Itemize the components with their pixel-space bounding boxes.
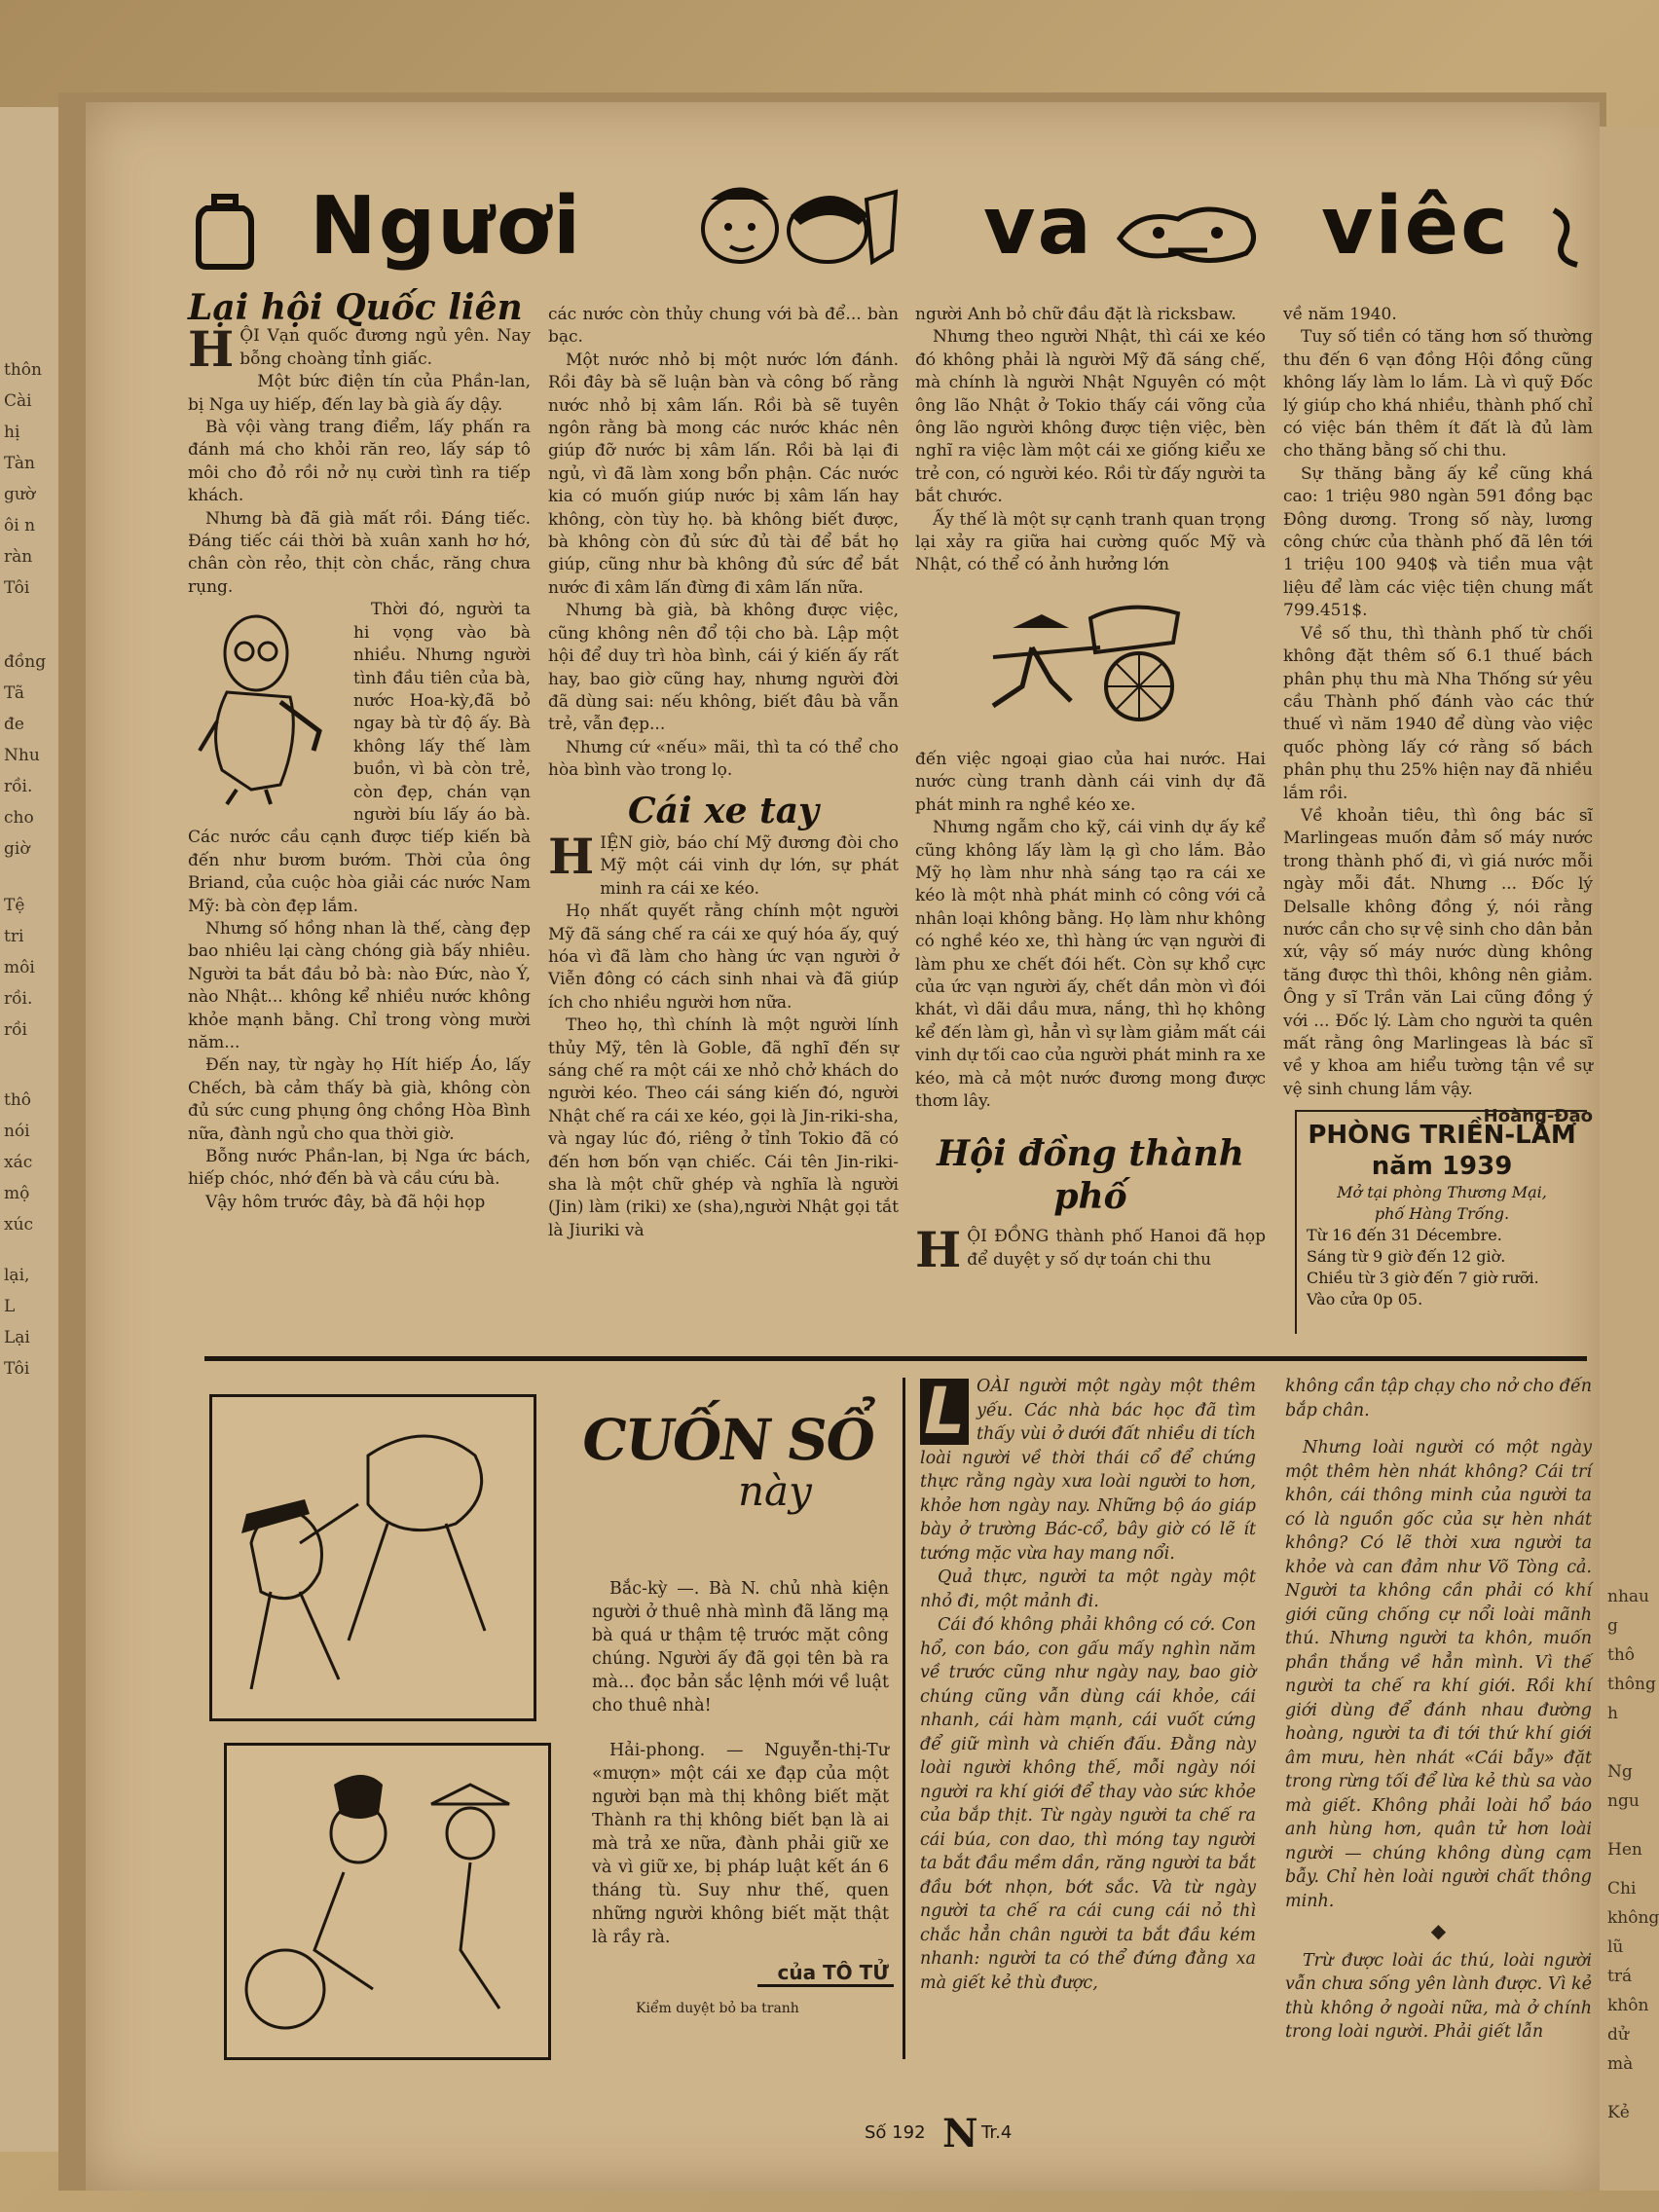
article-loai-nguoi (920, 1375, 1256, 1995)
issue-number: Số 192 (865, 2122, 926, 2143)
paragraph: Quả thực, người ta một ngày một nhỏ đi, một mảnh đi. (920, 1567, 1256, 1611)
column-divider (903, 1378, 905, 2059)
article-lai-hoi-quoc-lien (188, 287, 531, 1214)
bottle-ornament-icon (193, 191, 257, 273)
cuon-so-title-block (577, 1407, 894, 1533)
paragraph: Tuy số tiền có tăng hơn số thường thu đến 6 vạn đồng Hội đồng cũng không lấy làm lo lắm. Là vì quỹ Đốc lý giúp cho khá nhiều, thành phố chỉ có việc bán thêm ít đất là đủ làm cho thăng bằng số chi thu. (1283, 327, 1593, 461)
caricature-animals-icon (1110, 200, 1271, 268)
paragraph: ỘI Vạn quốc đương ngủ yên. Nay bỗng choàng tỉnh giấc. (240, 326, 531, 369)
headline-lai-hoi-quoc-lien: Lại hội Quốc liên (188, 287, 523, 328)
article-column-4 (1283, 304, 1593, 1128)
paragraph: không cần tập chạy cho nở cho đến bắp chân. (1285, 1377, 1592, 1420)
cuon-so-author: của TÔ TỬ (777, 1961, 889, 1984)
left-underlying-page: thôn Cài hị Tàn gườ ôi n ràn Tôi đồng Tã đe Nhu rồi. cho giờ Tệ tri môi rồi. rồi thô nói xác mộ xúc lại, L Lại Tôi (0, 107, 119, 2152)
cartoon-two-men-icon (212, 1397, 534, 1718)
paragraph: Nhưng loài người có một ngày một thêm hèn nhát không? Cái trí khôn, cái thông minh của người ta có là nguồn gốc của sự hèn nhát không? Có lẽ thời xưa người ta khỏe và can đảm như Võ Tòng cả. Người ta không cần phải có khí giới cũng chống cự nổi loài mãnh thú. Nhưng người ta khôn, muốn phần thắng về hẳn mình. Vì thế người ta chế ra khí giới. Rồi khí giới dùng để đánh nhau đường hoàng, người ta đi tới thứ khí giới âm mưu, hèn nhát «Cái bẫy» đặt trong rừng tối để lừa kẻ thù sa vào mà giết. Không phải loài hổ báo anh hùng hơn, quân tử hơn loài người — chúng không dùng cạm bẫy. Chỉ hèn loài người chất thông minh. (1285, 1438, 1592, 1911)
paragraph: Nhưng số hồng nhan là thế, càng đẹp bao nhiêu lại càng chóng già bấy nhiêu. Người ta bắt đầu bỏ bà: nào Đức, nào Ý, nào Nhật... không kể nhiều nước không khỏe mạnh bằng. Chỉ trong vòng mười năm... (188, 918, 531, 1052)
expo-street: phố Hàng Trống. (1374, 1204, 1510, 1223)
page-number: Tr.4 (981, 2122, 1013, 2143)
paragraph: Bà vội vàng trang điểm, lấy phấn ra đánh má cho khỏi răn reo, lấy sáp tô môi cho đỏ rồi nở nụ cười tình ra tiếp khách. (188, 418, 531, 506)
cuon-so-title: CUỐN SỔ (577, 1407, 878, 1473)
paragraph: về năm 1940. (1283, 305, 1397, 324)
expo-morning-hours: Sáng từ 9 giờ đến 12 giờ. (1307, 1247, 1506, 1266)
paragraph: các nước còn thủy chung với bà để... bàn bạc. (548, 305, 899, 348)
caricature-heads-icon (682, 180, 901, 277)
header-word-va: va (983, 180, 1093, 273)
right-underlying-page: nhau g thô thông h Ng ngu Hen Chi không lũ trá khôn dử mà Kẻ (1597, 127, 1659, 2191)
paragraph: Theo họ, thì chính là một người lính thủy Mỹ, tên là Goble, đã nghĩ đến sự sáng chế ra một cái xe nhỏ chở khách do người kéo. Theo cái sáng kiến đó, người Nhật chế ra cái xe kéo, gọi là Jin-riki-sha, và ngay lúc đó, riêng ở tỉnh Tokio đã có đến hơn bốn vạn chiếc. Cái tên Jin-riki-sha là một chữ ghép và nghĩa là người (Jin) làm (riki) xe (sha),người Nhật gọi tắt là Jiuriki và (548, 1015, 899, 1240)
paragraph: đến việc ngoại giao của hai nước. Hai nước cùng tranh dành cái vinh dự đã phát minh ra nghề kéo xe. (915, 749, 1266, 815)
article-column-3 (915, 304, 1266, 1279)
censor-note: Kiểm duyệt bỏ ba tranh (636, 2001, 799, 2016)
paragraph: Về khoản tiêu, thì ông bác sĩ Marlingeas muốn đảm số máy nước trong thành phố đi, vì giá nước mỗi ngày mỗi đắt. Nhưng ... Đốc lý Delsalle không đồng ý, nói rằng nước cần cho sự vệ sinh cho dân bản xứ, vậy số máy nước dùng không tăng được thì thôi, không nên giảm. Ông y sĩ Trần văn Lai cũng đồng ý với ... Đốc lý. Làm cho người ta quên mất rằng ông Marlingeas là bác sĩ về y khoa am hiểu tường tận về sự vệ sinh chung lắm vậy. (1283, 805, 1593, 1099)
paragraph: người Anh bỏ chữ đầu đặt là ricksbaw. (915, 305, 1236, 324)
paragraph: Về số thu, thì thành phố từ chối không đặt thêm số 6.1 thuế bách phân phụ thu mà Nha Thống sứ yêu cầu Thành phố đánh vào các thứ thuế vì năm 1940 để dùng vào việc quốc phòng lấy cớ rằng số bách phân phụ thu 25% hiện nay đã nhiều lắm rồi. (1283, 623, 1593, 803)
article-cuon-so (592, 1577, 889, 2020)
paragraph: Nhưng theo người Nhật, thì cái xe kéo đó không phải là người Mỹ đã sáng chế, mà chính là người Nhật Nguyên có một ông lão Nhật ở Tokio thấy cái võng của ông lão người không được tiện việc, bèn nghĩ ra việc làm một cái xe giống kiểu xe trẻ con, có người kéo. Rồi từ đấy người ta bắt chước. (915, 327, 1266, 507)
dropcap: H (548, 827, 595, 885)
section-divider (204, 1356, 1587, 1361)
paragraph: Trừ được loài ác thú, loài người vẫn chưa sống yên lành được. Vì kẻ thù không ở ngoài nữa, mà ở chính trong loài người. Phải giết lẫn (1285, 1950, 1592, 2042)
paragraph: Bắc-kỳ —. Bà N. chủ nhà kiện người ở thuê nhà mình đã lăng mạ bà quá ư thậm tệ trước mặt công chúng. Người ấy đã gọi tên bà ra mà... đọc bản sắc lệnh mới về luật cho thuê nhà! (592, 1579, 889, 1715)
dropcap: H (915, 1221, 962, 1279)
headline-cai-xe-tay: Cái xe tay (628, 790, 819, 831)
expo-afternoon-hours: Chiều từ 3 giờ đến 7 giờ rưỡi. (1307, 1269, 1539, 1287)
cartoon-panel-bottom (224, 1743, 551, 2060)
exhibition-notice-box (1295, 1110, 1587, 1334)
expo-entry-fee: Vào cửa 0p 05. (1307, 1290, 1423, 1309)
signature-hoang-dao: Hoàng-Đạo (1483, 1106, 1593, 1127)
rickshaw-drawing-icon (974, 589, 1207, 735)
paragraph: Nhưng bà đã già mất rồi. Đáng tiếc. Đáng tiếc cái thời bà xuân xanh hơ hớ, chân còn rẻo, thịt còn chắc, răng chưa rụng. (188, 508, 531, 597)
paragraph: Sự thăng bằng ấy kể cũng khá cao: 1 triệu 980 ngàn 591 đồng bạc Đông dương. Trong số này, lương công chức của thành phố đã lên tới 1 triệu 100 940$ và tiền mua vật liệu để làm các việc tiện chung mất 799.451$. (1283, 463, 1593, 621)
article-column-2 (548, 304, 899, 1242)
paragraph: Vậy hôm trước đây, bà đã hội họp (205, 1192, 486, 1212)
paragraph: Hải-phong. — Nguyễn-thị-Tư «mượn» một cái xe đạp của một người bạn mà thị không biết mặt Thành ra thị không biết bạn là ai mà trả xe nữa, đành phải giữ xe và vì giữ xe, bị pháp luật kết án 6 tháng tù. Suy như thế, quen những người không biết mặt thật là rầy rà. (592, 1741, 889, 1947)
paragraph: Bỗng nước Phần-lan, bị Nga ức bách, hiếp chóc, nhớ đến bà và cầu cứu bà. (188, 1147, 531, 1190)
paragraph: Cái đó không phải không có cớ. Con hổ, con báo, con gấu mấy nghìn năm về trước cũng như ngày nay, bao giờ chúng cũng vẫn dùng cái khỏe, cái nhanh, cái hàm mạnh, cái vuốt cứng để giữ mình và chiến đấu. Đằng này loài người không thế, mỗi ngày nói người ra khí giới để thay vào sức khỏe của bắp thịt. Từ ngày người ta chế ra cái búa, con dao, thì móng tay người ta bắt đầu mềm dần, răng người ta bắt đầu bớt nhọn, bớt sắc. Và từ ngày người ta chế ra cái cung cái nỏ thì chắc hẳn chân người ta bắt đầu kém nhanh: người ta có thể đứng đằng xa mà giết kẻ thù được, (920, 1615, 1256, 1993)
paragraph: Nhưng ngẫm cho kỹ, cái vinh dự ấy kể cũng không lấy làm lạ gì cho lắm. Bảo Mỹ họ làm như nhà sáng tạo ra cái xe kéo là một nhà phát minh có công với cả nhân loại không bằng. Họ làm như không có nghề kéo xe, thì hàng ức vạn người đi làm phu xe chết đói hết. Còn sự khổ cực của ức vạn người ấy, chết dần mòn vì đói khát, vì dãi dầu mưa, nắng, thì họ không kể đến làm gì, hẳn vì sự làm giảm mất cái vinh dự tối cao của người phát minh ra xe kéo, mà cả một nước đương mong được thơm lây. (915, 818, 1266, 1111)
paragraph: Đến nay, từ ngày họ Hít hiếp Áo, lấy Chếch, bà cảm thấy bà già, không còn đủ sức cung phụng ông chồng Hòa Bình nữa, đành ngủ cho qua thời giờ. (188, 1055, 531, 1144)
expo-venue: Mở tại phòng Thương Mại, (1337, 1183, 1547, 1201)
dropcap: H (188, 320, 235, 379)
expo-dates: Từ 16 đến 31 Décembre. (1307, 1226, 1502, 1244)
paragraph: Thời đó, người ta hi vọng vào bà nhiều. Nhưng người tình đầu tiên của bà, nước Hoa-kỳ,đã bỏ ngay bà từ độ ấy. Bà không lấy thế làm buồn, vì bà còn trẻ, còn đẹp, chán vạn người bíu lấy áo bà. Các nước cầu cạnh được tiếp kiến bà đến như bươm bướm. Thời của ông Briand, của cuộc hòa giải các nước Nam Mỹ: bà còn đẹp lắm. (188, 600, 531, 916)
cartoon-cyclists-icon (227, 1746, 548, 2057)
header-word-nguoi: Ngươi (310, 180, 583, 273)
article-loai-nguoi-cont (1285, 1375, 1592, 2045)
old-woman-caricature-icon (188, 605, 344, 809)
paragraph: IỆN giờ, báo chí Mỹ đương đòi cho Mỹ một cái vinh dự lớn, sự phát minh ra cái xe kéo. (600, 832, 899, 899)
header-word-viec: viêc (1321, 180, 1510, 273)
paragraph: Một bức điện tín của Phần-lan, bị Nga uy hiếp, đến lay bà già ấy dậy. (188, 372, 531, 415)
cuon-so-subtitle: này (738, 1467, 812, 1515)
headline-hoi-dong-thanh-pho: Hội đồng thành phố (937, 1133, 1244, 1218)
expo-year: năm 1939 (1371, 1152, 1513, 1181)
paragraph: Ấy thế là một sự cạnh tranh quan trọng lại xảy ra giữa hai cường quốc Mỹ và Nhật, có thể có ảnh hưởng lớn (915, 509, 1266, 575)
paragraph: ỘI ĐỒNG thành phố Hanoi đã họp để duyệt y số dự toán chi thu (967, 1227, 1266, 1270)
big-initial-letter: L (920, 1379, 969, 1445)
cartoon-panel-top (209, 1394, 536, 1721)
paragraph: Họ nhất quyết rằng chính một người Mỹ đã sáng chế ra cái xe quý hóa ấy, quý hóa vì đã làm cho hàng ức vạn người ở Viễn đông có cách sinh nhai và đã giúp ích cho nhiều người hơn nữa. (548, 902, 899, 1013)
diamond-separator-icon: ◆ (1430, 1919, 1447, 1942)
paragraph: Nhưng bà già, bà không được việc, cũng không nên đổ tội cho bà. Lập một hội để duy trì hòa bình, cái ý kiến ấy rất hay, bao giờ cũng hay, nhưng người đời đã dùng sai: nếu không, biết đâu bà vẫn trẻ, vẫn đẹp... (548, 601, 899, 735)
paragraph: OÀI người một ngày một thêm yếu. Các nhà bác học đã tìm thấy vùi ở dưới đất nhiều di tích loài người về thời thái cổ để chứng thực rằng ngày xưa loài người to hơn, khỏe hơn ngày nay. Những bộ áo giáp bày ở trường Bác-cổ, bây giờ có lẽ ít tướng mặc vừa hay mang nổi. (920, 1377, 1256, 1564)
paragraph: Một nước nhỏ bị một nước lớn đánh. Rồi đây bà sẽ luận bàn và công bố rằng nước nhỏ bị xâm lấn. Rồi bà sẽ tuyên ngôn rằng bà mong các nước khác nên giúp đỡ nước bị xâm lấn. Rồi bà lại đi ngủ, vì đã làm xong bổn phận. Các nước kia có muốn giúp nước bị xâm lấn hay không, còn tùy họ. bà không biết được, bà không còn đủ sức đủ tài để bắt họ giúp, cũng như bà không đủ sức để bắt nước đi xâm lấn đừng đi xâm lấn nữa. (548, 350, 899, 598)
paragraph: Nhưng cứ «nếu» mãi, thì ta có thể cho hòa bình vào trong lọ. (548, 737, 899, 781)
ngay-nay-logo-icon: N (942, 2111, 978, 2157)
expo-title: PHÒNG TRIỀN-LÃM (1308, 1121, 1576, 1150)
header-ornament-right-icon (1548, 201, 1587, 269)
